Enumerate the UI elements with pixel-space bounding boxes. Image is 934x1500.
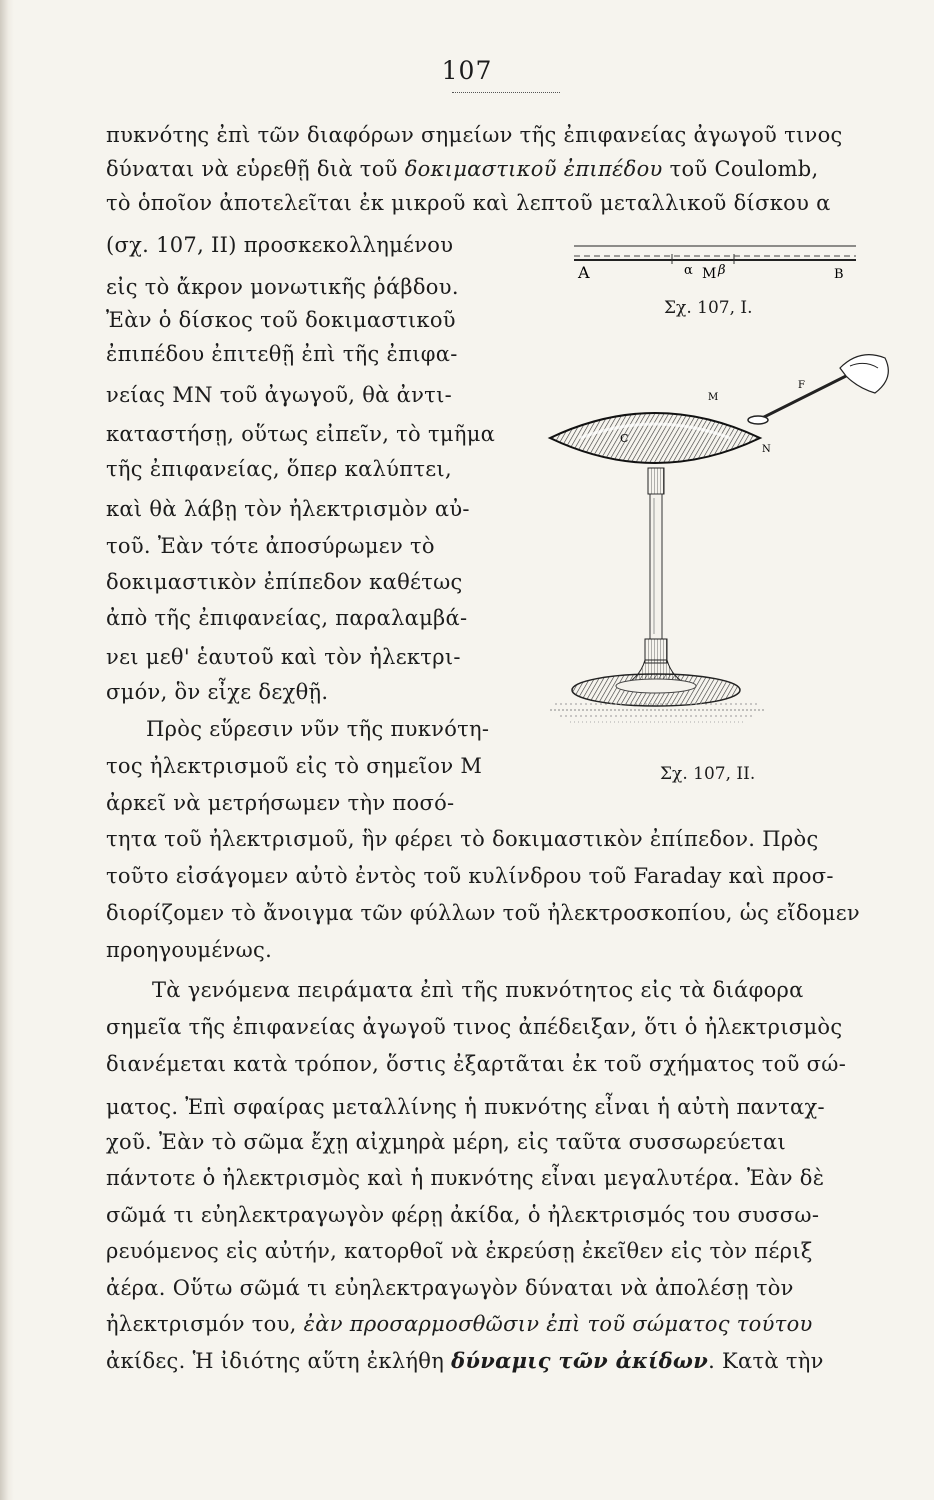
text-line-33: ἠλεκτρισμόν του, ἐὰν προσαρμοσθῶσιν ἐπὶ τοῦ σώματος τούτου [106, 1312, 813, 1336]
label-b: B [834, 267, 844, 282]
text-line-13: δοκιμαστικὸν ἐπίπεδον καθέτως [106, 570, 463, 594]
page-number-rule [452, 92, 560, 93]
text-line-12: τοῦ. Ἐὰν τότε ἀποσύρωμεν τὸ [106, 534, 435, 558]
text-line-8: νείας ΜΝ τοῦ ἀγωγοῦ, θὰ ἀντι- [106, 383, 453, 407]
glass-column [650, 494, 662, 639]
text-line-22: διορίζομεν τὸ ἄνοιγμα τῶν φύλλων τοῦ ἠλεκτροσκοπίου, ὡς εἴδομεν [106, 901, 861, 925]
text-line-11: καὶ θὰ λάβῃ τὸν ἠλεκτρισμὸν αὐ- [106, 497, 470, 521]
label-c: C [620, 432, 629, 445]
emphasis-attached-points: ἐὰν προσαρμοσθῶσιν ἐπὶ τοῦ σώματος τούτου [303, 1312, 813, 1336]
stand-collar [648, 468, 664, 494]
label-alpha: α [684, 263, 693, 278]
text-line-20: τητα τοῦ ἠλεκτρισμοῦ, ἣν φέρει τὸ δοκιμαστικὸν ἐπίπεδον. Πρὸς [106, 827, 819, 851]
text-line-16: σμόν, ὃν εἶχε δεχθῇ. [106, 680, 329, 704]
text-line-29: πάντοτε ὁ ἠλεκτρισμὸς καὶ ἡ πυκνότης εἶναι μεγαλυτέρα. Ἐὰν δὲ [106, 1166, 825, 1190]
text-line-2: δύναται νὰ εὑρεθῇ διὰ τοῦ δοκιμαστικοῦ ἐπιπέδου τοῦ Coulomb, [106, 157, 819, 181]
text-line-28: χοῦ. Ἐὰν τὸ σῶμα ἔχῃ αἰχμηρὰ μέρη, εἰς ταῦτα συσσωρεύεται [106, 1130, 787, 1154]
text-line-32: ἀέρα. Οὕτω σῶμά τι εὐηλεκτραγωγὸν δύναται νὰ ἀπολέσῃ τὸν [106, 1276, 794, 1300]
page-edge [0, 0, 14, 1500]
figure-107-II-caption: Σχ. 107, II. [660, 764, 756, 784]
text-line-3: τὸ ὁποῖον ἀποτελεῖται ἐκ μικροῦ καὶ λεπτοῦ μεταλλικοῦ δίσκου α [106, 191, 831, 215]
test-disc [748, 416, 768, 424]
emphasis-power-of-points: δύναμις τῶν ἀκίδων [451, 1348, 709, 1373]
text-line-21: τοῦτο εἰσάγομεν αὐτὸ ἐντὸς τοῦ κυλίνδρου τοῦ Faraday καὶ προσ- [106, 864, 834, 888]
text-line-10: τῆς ἐπιφανείας, ὅπερ καλύπτει, [106, 457, 452, 481]
text-line-26: διανέμεται κατὰ τρόπον, ὅστις ἐξαρτᾶται ἐκ τοῦ σχήματος τοῦ σώ- [106, 1052, 847, 1076]
text-line-4: (σχ. 107, II) προσκεκολλημένου [106, 233, 454, 257]
text-line-7: ἐπιπέδου ἐπιτεθῇ ἐπὶ τῆς ἐπιφα- [106, 342, 458, 366]
label-a: A [578, 263, 590, 282]
text-line-31: ρευόμενος εἰς αὐτήν, κατορθοῖ νὰ ἐκρεύσῃ ἐκεῖθεν εἰς τὸν πέριξ [106, 1239, 813, 1263]
label-n: N [762, 444, 771, 455]
hand [840, 355, 888, 393]
figure-107-I-caption: Σχ. 107, I. [664, 298, 753, 318]
text-line-18: τος ἠλεκτρισμοῦ εἰς τὸ σημεῖον Μ [106, 754, 483, 778]
text-line-23: προηγουμένως. [106, 938, 273, 962]
insulating-rod [762, 370, 858, 418]
text-line-30: σῶμά τι εὐηλεκτραγωγὸν φέρῃ ἀκίδα, ὁ ἠλεκτρισμός του συσσω- [106, 1203, 820, 1227]
text-line-1: πυκνότης ἐπὶ τῶν διαφόρων σημείων τῆς ἐπιφανείας ἀγωγοῦ τινος [106, 123, 843, 147]
text-line-9: καταστήσῃ, οὕτως εἰπεῖν, τὸ τμῆμα [106, 422, 496, 446]
emphasis-test-plane: δοκιμαστικοῦ ἐπιπέδου [404, 157, 663, 181]
page-number: 107 [441, 56, 493, 85]
text-line-25: σημεῖα τῆς ἐπιφανείας ἀγωγοῦ τινος ἀπέδειξαν, ὅτι ὁ ἠλεκτρισμὸς [106, 1015, 843, 1039]
label-m: M [702, 266, 717, 282]
text-line-6: Ἐὰν ὁ δίσκος τοῦ δοκιμαστικοῦ [106, 308, 456, 332]
text-line-19: ἀρκεῖ νὰ μετρήσωμεν τὴν ποσό- [106, 791, 455, 815]
label-f: F [798, 380, 805, 391]
figure-107-II [540, 348, 895, 748]
label-m-fig2: M [708, 392, 719, 403]
text-line-34: ἀκίδες. Ἡ ἰδιότης αὕτη ἐκλήθη δύναμις τῶν ἀκίδων. Κατὰ τὴν [106, 1348, 824, 1373]
text-line-15: νει μεθ' ἑαυτοῦ καὶ τὸν ἠλεκτρι- [106, 645, 461, 669]
text-line-17: Πρὸς εὕρεσιν νῦν τῆς πυκνότη- [146, 717, 490, 741]
text-line-27: ματος. Ἐπὶ σφαίρας μεταλλίνης ἡ πυκνότης εἶναι ἡ αὐτὴ πανταχ- [106, 1095, 825, 1119]
text-line-14: ἀπὸ τῆς ἐπιφανείας, παραλαμβά- [106, 606, 468, 630]
text-line-5: εἰς τὸ ἄκρον μονωτικῆς ῥάβδου. [106, 275, 459, 299]
text-line-24: Τὰ γενόμενα πειράματα ἐπὶ τῆς πυκνότητος εἰς τὰ διάφορα [152, 978, 804, 1002]
label-beta: β [718, 263, 726, 278]
column-base [645, 639, 667, 663]
